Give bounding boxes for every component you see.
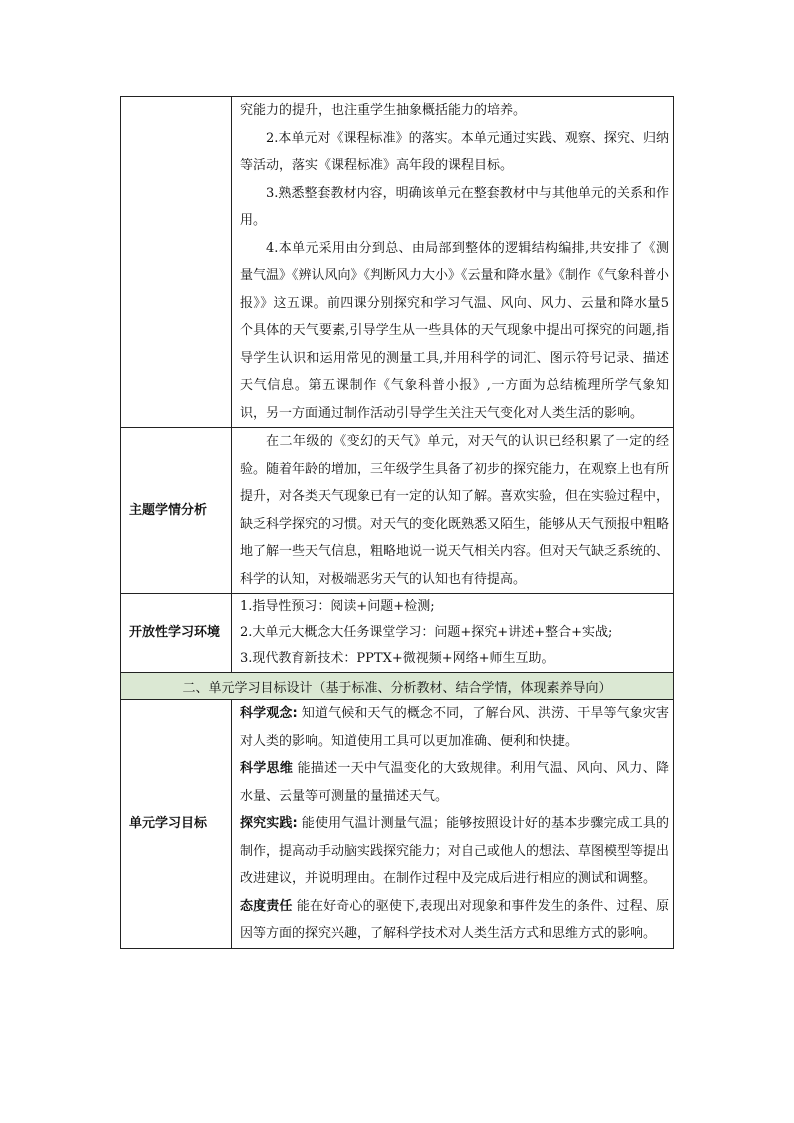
goal-science-thinking	[240, 755, 669, 810]
goal-attitude-responsibility	[240, 893, 669, 948]
learner-analysis-cell	[232, 428, 674, 594]
row-label-learning-environment: 开放性学习环境	[121, 594, 232, 673]
unit-plan-table	[120, 96, 674, 949]
list-item: 3.现代教育新技术：PPTX+微视频+网络+师生互助。	[240, 651, 555, 666]
list-item: 1.指导性预习：阅读+问题+检测;	[240, 599, 435, 614]
row-label-empty	[121, 97, 232, 428]
row-label-learner-analysis: 主题学情分析	[121, 428, 232, 594]
table-row	[121, 673, 674, 700]
goal-text: 能描述一天中气温变化的大致规律。利用气温、风向、风力、降水量、云量等可测量的量描述天气。	[240, 761, 669, 804]
unit-analysis-cell	[232, 97, 674, 428]
paragraph: 2.本单元对《课程标准》的落实。本单元通过实践、观察、探究、归纳等活动，落实《课程标准》高年段的课程目标。	[240, 130, 669, 173]
goal-science-concept	[240, 700, 669, 755]
goal-key: 探究实践:	[240, 816, 298, 831]
goal-key: 科学观念:	[240, 706, 298, 721]
goal-text: 能使用气温计测量气温；能够按照设计好的基本步骤完成工具的制作，提高动手动脑实践探究能力；对自己或他人的想法、草图模型等提出改进建议，并说明理由。在制作过程中及完成后进行相应的测试和调整。	[240, 816, 670, 886]
row-label-unit-goals: 单元学习目标	[121, 700, 232, 949]
table-row	[121, 594, 674, 673]
goal-inquiry-practice	[240, 810, 669, 893]
learning-environment-cell	[232, 594, 674, 673]
paragraph: 4.本单元采用由分到总、由局部到整体的逻辑结构编排,共安排了《测量气温》《辨认风向》《判断风力大小》《云量和降水量》《制作《气象科普小报》》这五课。前四课分别探究和学习气温、风向、风力、云量和降水量5个具体的天气要素,引导学生从一些具体的天气现象中提出可探究的问题,指导学生认识和运用常见的测量工具,并用科学的词汇、图示符号记录、描述天气信息。第五课制作《气象科普小报》,一方面为总结梳理所学气象知识，另一方面通过制作活动引导学生关注天气变化对人类生活的影响。	[240, 240, 670, 421]
table-row	[121, 700, 674, 949]
goal-key: 态度责任	[240, 898, 293, 914]
section-header: 二、单元学习目标设计（基于标准、分析教材、结合学情，体现素养导向）	[121, 673, 674, 700]
goal-text: 能在好奇心的驱使下,表现出对现象和事件发生的条件、过程、原因等方面的探究兴趣，了解科学技术对人类生活方式和思维方式的影响。	[240, 898, 669, 941]
list-item: 2.大单元大概念大任务课堂学习：问题+探究+讲述+整合+实战;	[240, 625, 613, 640]
paragraph: 在二年级的《变幻的天气》单元，对天气的认识已经积累了一定的经验。随着年龄的增加，三年级学生具备了初步的探究能力，在观察上也有所提升，对各类天气现象已有一定的认知了解。喜欢实验，但在实验过程中，缺乏科学探究的习惯。对天气的变化既熟悉又陌生，能够从天气预报中粗略地了解一些天气信息，粗略地说一说天气相关内容。但对天气缺乏系统的、科学的认知，对极端恶劣天气的认知也有待提高。	[240, 434, 670, 587]
table-row	[121, 97, 674, 428]
paragraph: 究能力的提升，也注重学生抽象概括能力的培养。	[240, 103, 527, 118]
unit-goals-cell	[232, 700, 674, 949]
table-row	[121, 428, 674, 594]
goal-text: 知道气候和天气的概念不同，了解台风、洪涝、干旱等气象灾害对人类的影响。知道使用工具可以更加准确、便利和快捷。	[240, 706, 669, 749]
paragraph: 3.熟悉整套教材内容，明确该单元在整套教材中与其他单元的关系和作用。	[240, 185, 669, 228]
goal-key: 科学思维	[240, 761, 294, 776]
